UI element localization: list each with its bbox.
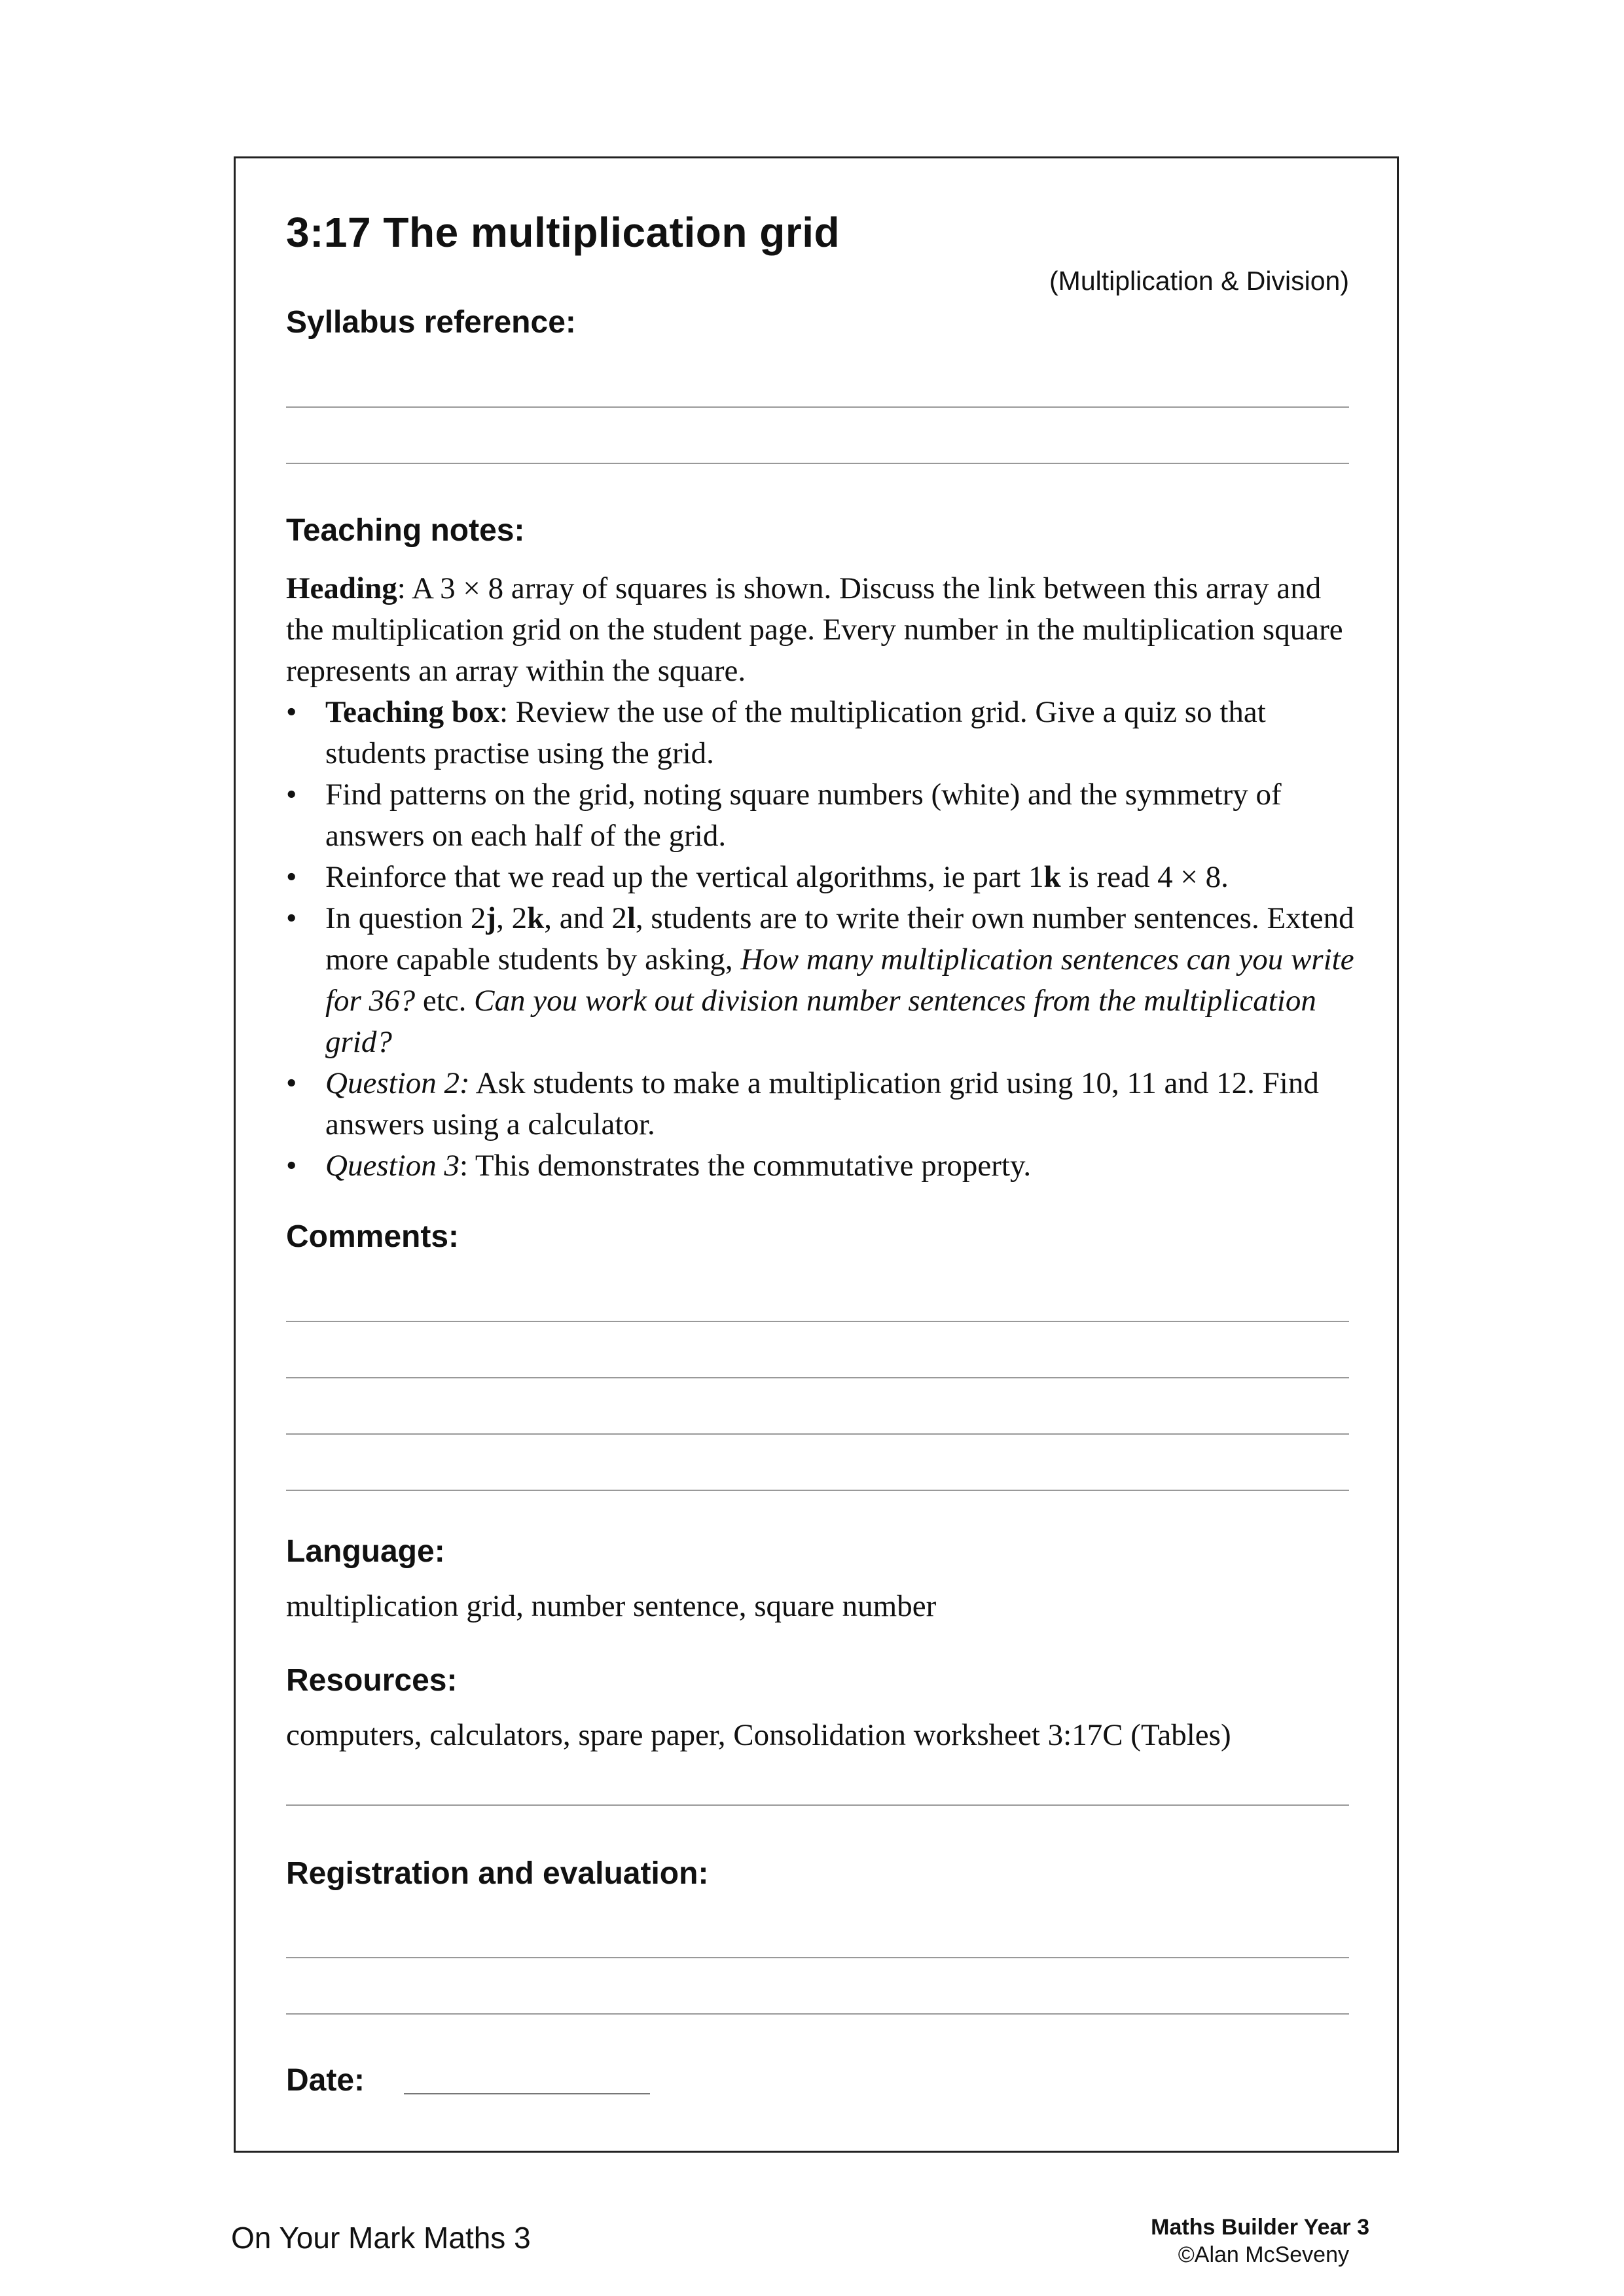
- note-italic: Can you work out division number sentences from the multiplication grid?: [325, 984, 1316, 1059]
- language-heading: Language:: [286, 1534, 445, 1569]
- list-item: [286, 857, 1366, 898]
- notes-bullet-list: [286, 692, 1366, 1187]
- note-text: etc.: [415, 984, 475, 1018]
- bullet-icon: •: [286, 778, 297, 812]
- bullet-icon: •: [286, 860, 297, 894]
- footer-series-title: Maths Builder Year 3: [1151, 2215, 1369, 2240]
- resources-line: [286, 1804, 1349, 1806]
- note-text: , 2: [496, 901, 528, 935]
- date-field-line: [404, 2093, 650, 2094]
- comments-line-4: [286, 1490, 1349, 1491]
- syllabus-line-1: [286, 406, 1349, 408]
- registration-line-1: [286, 1957, 1349, 1958]
- page-title: 3:17 The multiplication grid: [286, 209, 840, 256]
- notes-intro: [286, 568, 1366, 692]
- note-bold: Teaching box: [325, 695, 499, 729]
- footer-book-title: On Your Mark Maths 3: [231, 2221, 531, 2255]
- list-item: [286, 898, 1366, 1063]
- comments-heading: Comments:: [286, 1219, 460, 1254]
- note-text: Ask students to make a multiplication grid using 10, 11 and 12. Find answers using a calculator.: [325, 1066, 1319, 1141]
- footer-copyright: ©Alan McSeveny: [1178, 2242, 1349, 2267]
- comments-line-3: [286, 1433, 1349, 1435]
- note-text: , students are to write their own number sentences. Extend more capable students by asking,: [325, 901, 1354, 977]
- registration-line-2: [286, 2013, 1349, 2015]
- language-text: multiplication grid, number sentence, square number: [286, 1589, 937, 1623]
- note-bold: k: [527, 901, 545, 935]
- notes-intro-bold: Heading: [286, 571, 397, 605]
- note-text: : This demonstrates the commutative property.: [459, 1149, 1032, 1183]
- bullet-icon: •: [286, 901, 297, 935]
- note-text: Reinforce that we read up the vertical algorithms, ie part 1: [325, 860, 1044, 894]
- note-bold: j: [486, 901, 497, 935]
- note-text: is read 4 × 8.: [1060, 860, 1229, 894]
- note-italic: How many multiplication sentences can you write for 36?: [325, 942, 1354, 1018]
- date-label: Date:: [286, 2063, 365, 2098]
- note-bold: k: [1043, 860, 1061, 894]
- teaching-notes-heading: Teaching notes:: [286, 513, 525, 548]
- list-item: [286, 1145, 1366, 1187]
- note-italic: Question 3: [325, 1149, 460, 1183]
- resources-heading: Resources:: [286, 1663, 458, 1698]
- note-italic: Question 2:: [325, 1066, 470, 1100]
- note-text: Find patterns on the grid, noting square numbers (white) and the symmetry of answers on each half of the grid.: [325, 778, 1282, 853]
- note-text: , and 2: [544, 901, 627, 935]
- comments-line-2: [286, 1377, 1349, 1378]
- note-text: In question 2: [325, 901, 486, 935]
- bullet-icon: •: [286, 695, 297, 729]
- list-item: [286, 774, 1366, 857]
- resources-text: computers, calculators, spare paper, Consolidation worksheet 3:17C (Tables): [286, 1718, 1231, 1752]
- list-item: [286, 1063, 1366, 1145]
- note-bold: l: [626, 901, 636, 935]
- registration-heading: Registration and evaluation:: [286, 1856, 709, 1891]
- syllabus-line-2: [286, 463, 1349, 464]
- bullet-icon: •: [286, 1149, 297, 1183]
- notes-intro-text: : A 3 × 8 array of squares is shown. Discuss the link between this array and the multiplication grid on the student page. Every number in the multiplication square represents an array within the square.: [286, 571, 1343, 688]
- bullet-icon: •: [286, 1066, 297, 1100]
- strand-label: (Multiplication & Division): [1049, 266, 1349, 296]
- comments-line-1: [286, 1321, 1349, 1322]
- syllabus-heading: Syllabus reference:: [286, 305, 576, 340]
- teaching-notes: [286, 568, 1366, 1187]
- note-text: : Review the use of the multiplication grid. Give a quiz so that students practise using the grid.: [325, 695, 1266, 770]
- list-item: [286, 692, 1366, 774]
